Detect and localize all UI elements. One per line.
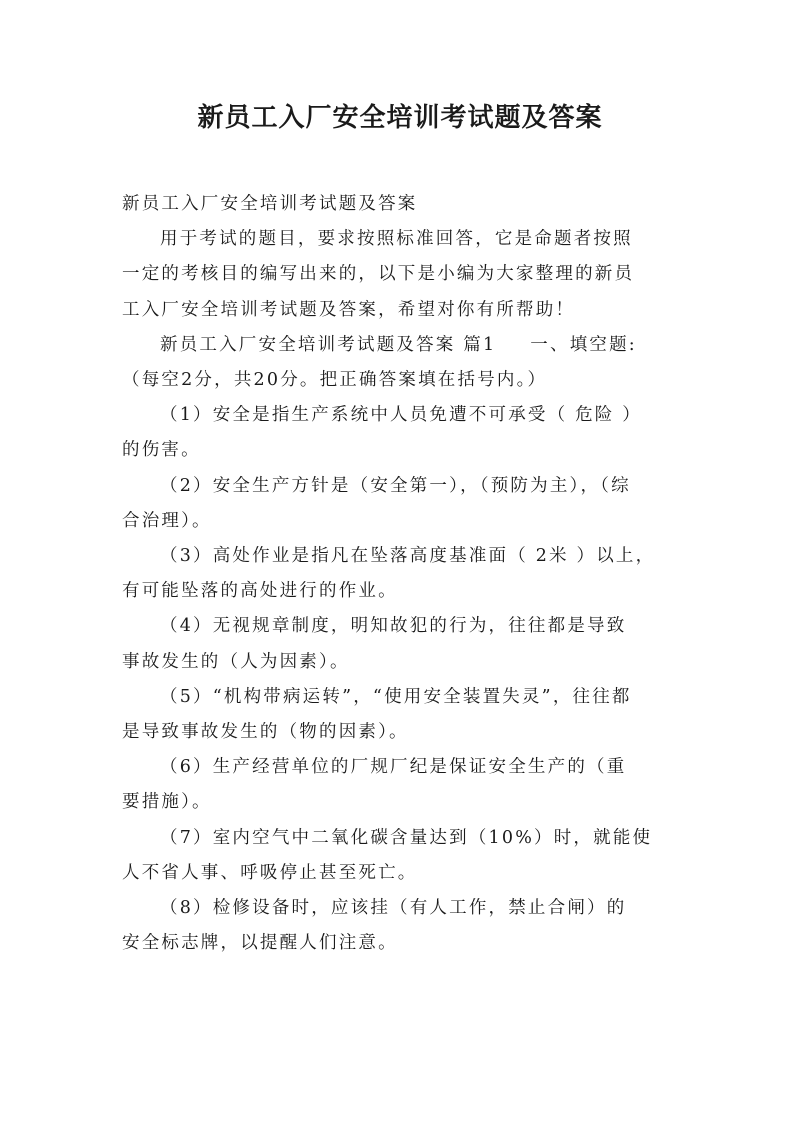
question-3-line-1: （3）高处作业是指凡在坠落高度基准面（ 2米 ）以上，: [160, 546, 656, 567]
question-4-line-1: （4）无视规章制度，明知故犯的行为，往往都是导致: [160, 616, 627, 637]
question-2-line-2: 合治理）。: [122, 510, 212, 531]
question-1-line-1: （1）安全是指生产系统中人员免遭不可承受（ 危险 ）: [160, 405, 642, 426]
question-8-line-1: （8）检修设备时，应该挂（有人工作，禁止合闸）的: [160, 898, 627, 919]
question-8-line-2: 安全标志牌，以提醒人们注意。: [122, 933, 398, 954]
question-6-line-1: （6）生产经营单位的厂规厂纪是保证安全生产的（重: [160, 757, 627, 778]
document-subtitle: 新员工入厂安全培训考试题及答案: [122, 194, 418, 214]
document-body: [122, 187, 684, 961]
question-6-line-2: 要措施）。: [122, 792, 212, 813]
question-3-line-2: 有可能坠落的高处进行的作业。: [122, 581, 398, 602]
question-7-line-2: 人不省人事、呼吸停止甚至死亡。: [122, 862, 418, 883]
page-title: 新员工入厂安全培训考试题及答案: [197, 103, 603, 133]
question-5-line-2: 是导致事故发生的（物的因素）。: [122, 722, 409, 743]
question-4-line-2: 事故发生的（人为因素）。: [122, 651, 350, 672]
section-header-type: 一、填空题:: [530, 334, 637, 355]
question-2-line-1: （2）安全生产方针是（安全第一），（预防为主），（综: [160, 475, 631, 496]
section-header: [122, 328, 684, 363]
intro-line-2: 一定的考核目的编写出来的，以下是小编为大家整理的新员: [122, 264, 635, 285]
question-5-line-1: （5）“机构带病运转”，“使用安全装置失灵”，往往都: [160, 686, 632, 707]
question-7-line-1: （7）室内空气中二氧化碳含量达到（10%）时，就能使: [160, 827, 653, 848]
intro-line-1: 用于考试的题目，要求按照标准回答，它是命题者按照: [160, 229, 633, 250]
question-1-line-2: 的伤害。: [122, 440, 201, 461]
section-header-instruction: （每空2分，共20分。把正确答案填在括号内。）: [122, 370, 548, 391]
intro-line-3: 工入厂安全培训考试题及答案，希望对你有所帮助！: [122, 299, 576, 320]
section-header-title: 新员工入厂安全培训考试题及答案 篇1: [160, 334, 497, 355]
